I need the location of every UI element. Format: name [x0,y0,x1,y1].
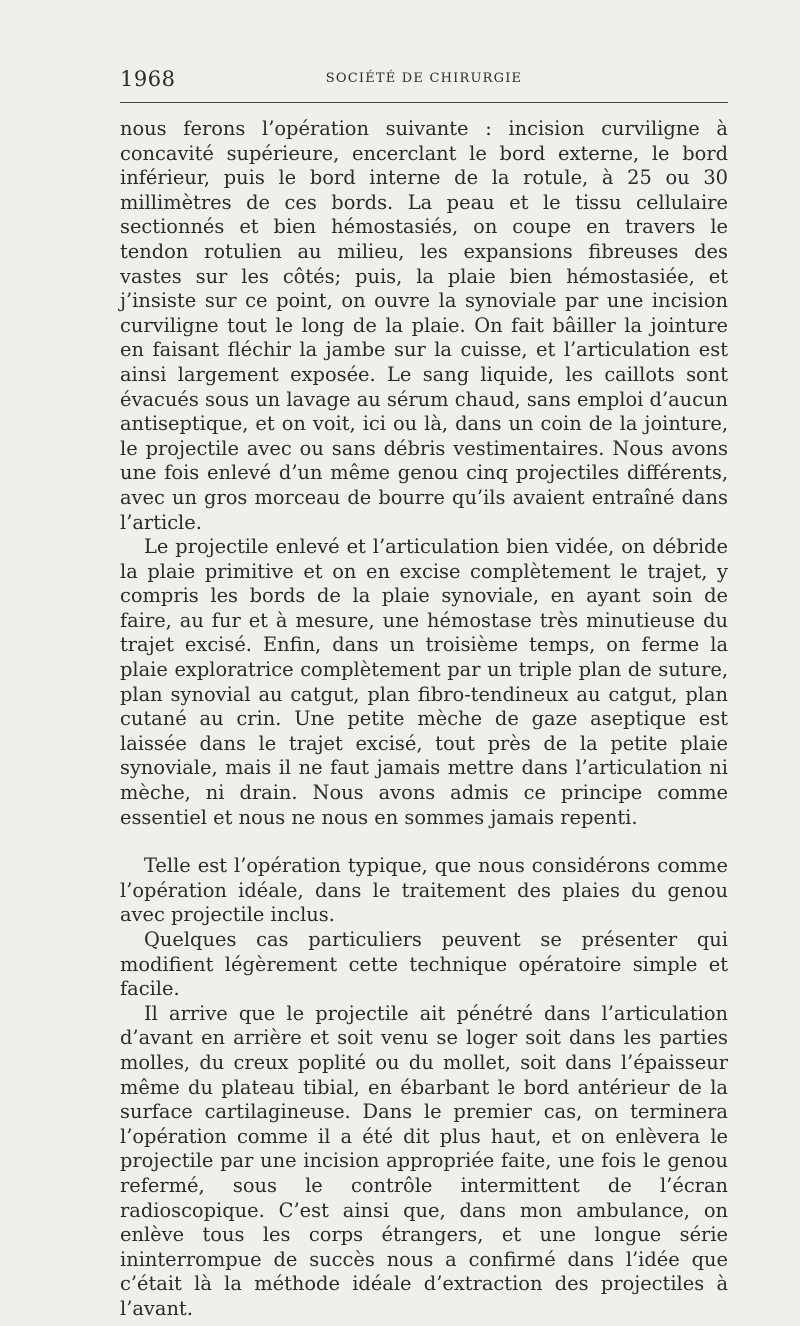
paragraph-3: Telle est l’opération typique, que nous considérons comme l’opération idéale, dans le traitement des plaies du genou avec projectile inclus. [120,854,728,927]
paragraph-1: nous ferons l’opération suivante : incision curviligne à concavité supérieure, encerclant le bord externe, le bord inférieur, puis le bord interne de la rotule, à 25 ou 30 millimètres de ces bords. La peau et le tissu cellulaire sectionnés et bien hémostasiés, on coupe en travers le tendon rotulien au milieu, les expansions fibreuses des vastes sur les côtés; puis, la plaie bien hémostasiée, et j’insiste sur ce point, on ouvre la synoviale par une incision curviligne tout le long de la plaie. On fait bâiller la jointure en faisant fléchir la jambe sur la cuisse, et l’articulation est ainsi largement exposée. Le sang liquide, les caillots sont évacués sous un lavage au sérum chaud, sans emploi d’aucun antiseptique, et on voit, ici ou là, dans un coin de la jointure, le projectile avec ou sans débris vestimentaires. Nous avons une fois enlevé d’un même genou cinq projectiles différents, avec un gros morceau de bourre qu’ils avaient entraîné dans l’article. [120,117,728,534]
paragraph-4: Quelques cas particuliers peuvent se présenter qui modifient légèrement cette technique opératoire simple et facile. [120,928,728,1001]
header-rule [120,102,728,103]
paragraph-5: Il arrive que le projectile ait pénétré dans l’articulation d’avant en arrière et soit venu se loger soit dans les parties molles, du creux poplité ou du mollet, soit dans l’épaisseur même du plateau tibial, en ébarbant le bord antérieur de la surface cartilagineuse. Dans le premier cas, on terminera l’opération comme il a été dit plus haut, et on enlèvera le projectile par une incision appropriée faite, une fois le genou refermé, sous le contrôle intermittent de l’écran radioscopique. C’est ainsi que, dans mon ambulance, on enlève tous les corps étrangers, et une longue série ininterrompue de succès nous a confirmé dans l’idée que c’était là la méthode idéale d’extraction des projectiles à l’avant. [120,1001,728,1320]
page-number: 1968 [120,67,176,91]
running-title: SOCIÉTÉ DE CHIRURGIE [325,71,523,86]
body-text [120,117,728,1322]
page-header [120,64,728,94]
paragraph-2: Le projectile enlevé et l’articulation bien vidée, on débride la plaie primitive et on en excise complètement le trajet, y compris les bords de la plaie synoviale, en ayant soin de faire, au fur et à mesure, une hémostase très minutieuse du trajet excisé. Enfin, dans un troisième temps, on ferme la plaie exploratrice complètement par un triple plan de suture, plan synovial au catgut, plan fibro-tendineux au catgut, plan cutané au crin. Une petite mèche de gaze aseptique est laissée dans le trajet excisé, tout près de la petite plaie synoviale, mais il ne faut jamais mettre dans l’articulation ni mèche, ni drain. Nous avons admis ce principe comme essentiel et nous ne nous en sommes jamais repenti. [120,535,728,829]
